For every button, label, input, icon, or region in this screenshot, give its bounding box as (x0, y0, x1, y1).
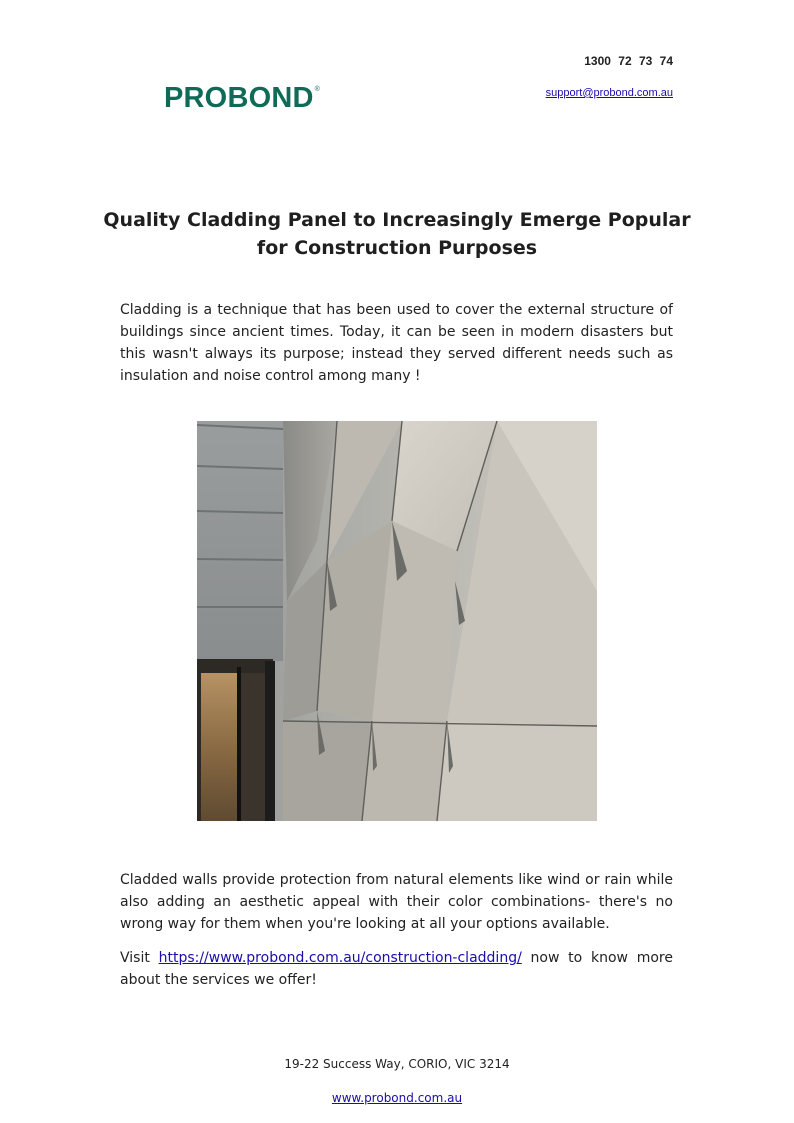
probond-logo (164, 84, 320, 113)
cta-suffix-text: now to know more about the services we offer! (120, 950, 673, 988)
page-title: Quality Cladding Panel to Increasingly Emerge Popular for Construction Purposes (103, 209, 691, 259)
logo-text: PROBOND (164, 82, 314, 114)
footer-address: 19-22 Success Way, CORIO, VIC 3214 (284, 1057, 510, 1071)
cladding-wall-photo (197, 421, 597, 821)
registered-mark: ® (314, 86, 320, 93)
visit-text: Visit (120, 950, 159, 966)
website-link[interactable]: www.probond.com.au (331, 1091, 463, 1105)
construction-cladding-link[interactable]: https://www.probond.com.au/construction-cladding/ (158, 950, 522, 966)
footer-website (0, 1091, 794, 1105)
intro-paragraph: Cladding is a technique that has been used to cover the external structure of buildings since ancient times. Today, it can be seen in modern disasters but this wasn't always its purpose; instead they served different needs such as insulation and noise control among many ! (120, 302, 673, 384)
support-email-link[interactable]: support@probond.com.au (545, 87, 673, 99)
call-to-action-paragraph (120, 947, 673, 991)
phone-number: 1300 72 73 74 (584, 54, 673, 68)
body-paragraph: Cladded walls provide protection from natural elements like wind or rain while also adding an aesthetic appeal with their color combinations- there's no wrong way for them when you're looking at all your options available. (120, 872, 673, 932)
